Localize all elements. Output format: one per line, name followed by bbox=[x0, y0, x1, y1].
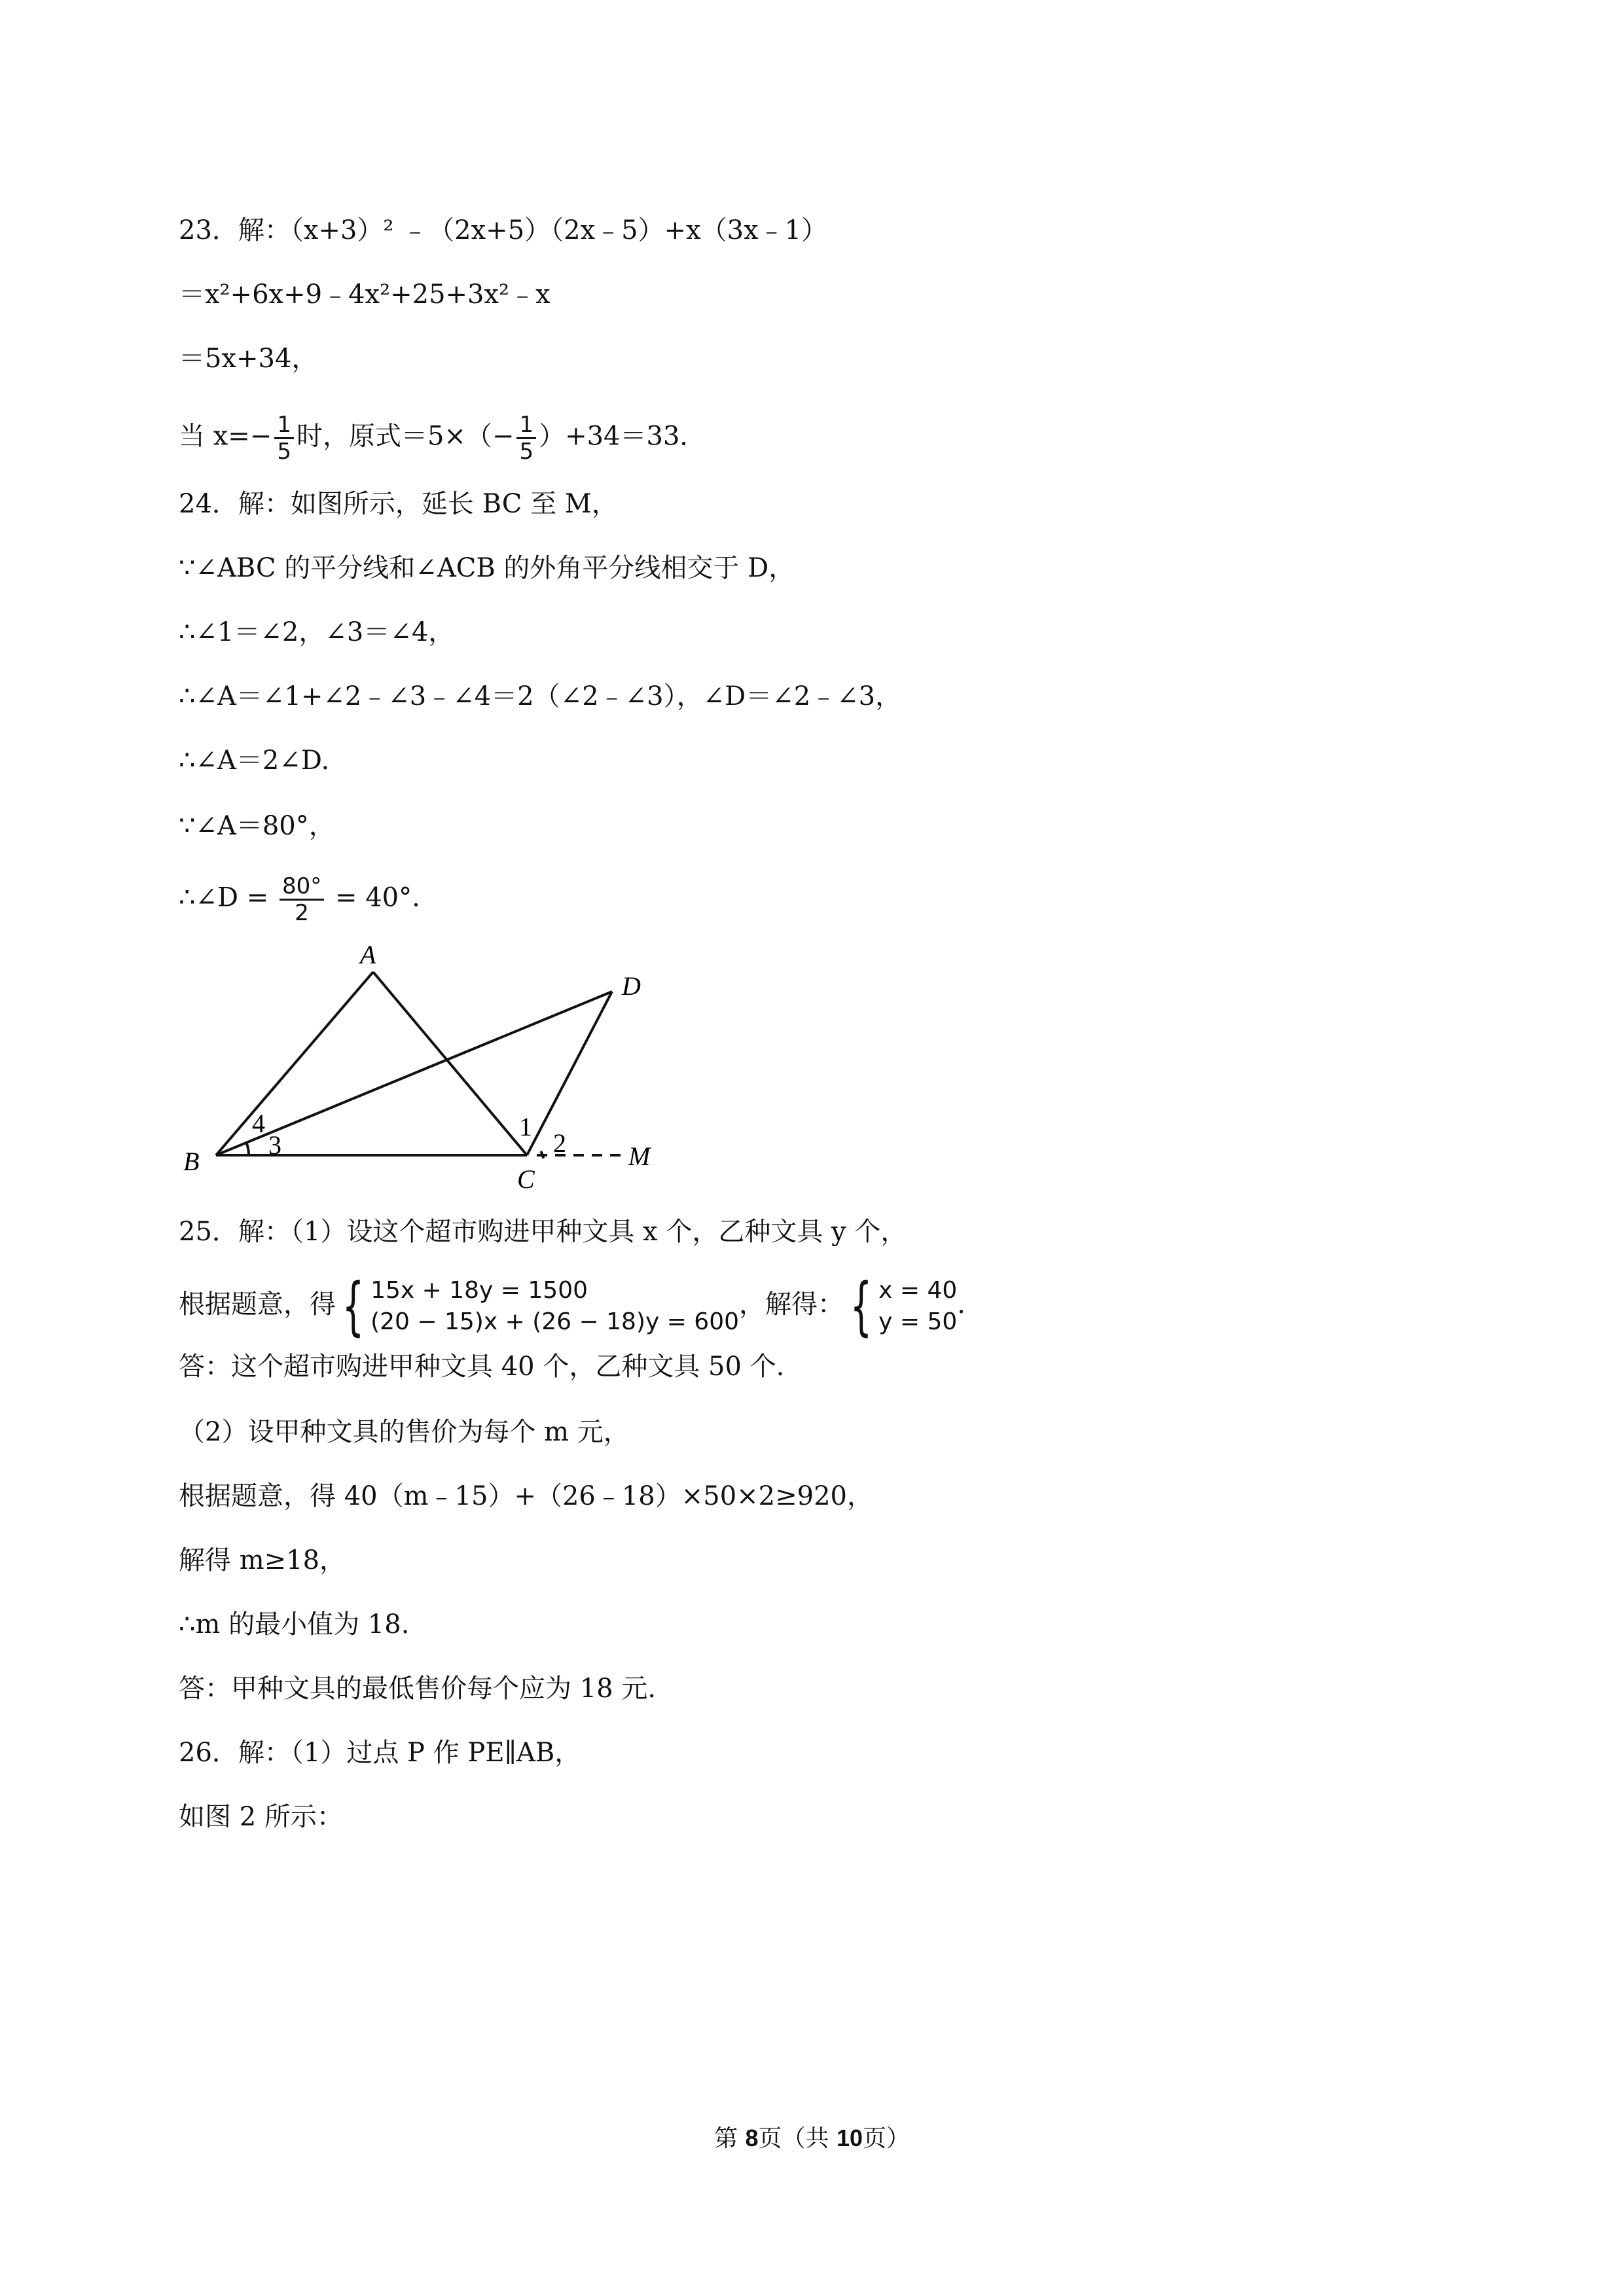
segment-cd bbox=[527, 992, 612, 1155]
page-footer bbox=[0, 2124, 1624, 2153]
fraction-numerator: 1 bbox=[516, 412, 536, 439]
q23-line-4-text-a: 当 x=− bbox=[179, 421, 272, 452]
q24-line-3: ∴∠1＝∠2，∠3＝∠4， bbox=[179, 617, 455, 647]
angle-label-4: 4 bbox=[252, 1109, 265, 1138]
q25-line-1: 25．解：（1）设这个超市购进甲种文具 x 个，乙种文具 y 个， bbox=[179, 1217, 907, 1247]
solution-2: y = 50 bbox=[878, 1308, 958, 1335]
point-label-d: D bbox=[622, 971, 641, 1001]
q23-line-4-text-c: ）+34＝33． bbox=[539, 421, 706, 452]
equation-2: (20 − 15)x + (26 − 18)y = 600 bbox=[370, 1308, 740, 1335]
fraction bbox=[516, 412, 536, 464]
q26-line-1: 26．解：（1）过点 P 作 PE∥AB， bbox=[179, 1738, 581, 1768]
q25-line-7: ∴m 的最小值为 18. bbox=[179, 1609, 410, 1640]
segment-ba bbox=[216, 972, 373, 1155]
q25-line-5: 根据题意，得 40（m﹣15）+（26﹣18）×50×2≥920， bbox=[179, 1481, 873, 1511]
triangle-figure bbox=[170, 929, 668, 1217]
fraction bbox=[280, 874, 324, 925]
footer-text-b: 页（共 bbox=[758, 2125, 837, 2152]
point-label-a: A bbox=[360, 940, 376, 969]
footer-text-a: 第 bbox=[714, 2125, 746, 2152]
point-label-c: C bbox=[517, 1164, 535, 1194]
left-brace-icon: { bbox=[342, 1270, 365, 1343]
q24-line-6: ∵∠A＝80°， bbox=[179, 811, 335, 841]
point-label-m: M bbox=[628, 1141, 651, 1171]
equation-system bbox=[370, 1275, 739, 1338]
footer-page-number: 8 bbox=[745, 2125, 759, 2151]
segment-ac bbox=[373, 972, 527, 1155]
q25-line-2-text-a: 根据题意，得 bbox=[179, 1289, 336, 1319]
q23-line-3: ＝5x+34， bbox=[179, 344, 318, 374]
q25-line-8: 答：甲种文具的最低售价每个应为 18 元. bbox=[179, 1674, 657, 1704]
left-brace-icon: { bbox=[850, 1270, 873, 1343]
angle-label-1: 1 bbox=[519, 1112, 532, 1141]
fraction bbox=[274, 412, 294, 464]
q24-line-4: ∴∠A＝∠1+∠2﹣∠3﹣∠4＝2（∠2﹣∠3），∠D＝∠2﹣∠3， bbox=[179, 681, 902, 711]
q23-line-4-text-b: 时，原式＝5×（− bbox=[296, 421, 514, 452]
point-label-b: B bbox=[183, 1147, 200, 1176]
fraction-numerator: 80° bbox=[280, 874, 324, 901]
q23-line-1: 23．解：（x+3）² ﹣（2x+5）（2x﹣5）+x（3x﹣1） bbox=[179, 215, 828, 245]
q24-line-5: ∴∠A＝2∠D. bbox=[179, 745, 330, 776]
q25-line-6: 解得 m≥18， bbox=[179, 1545, 346, 1575]
q24-line-7-text-a: ∴∠D = bbox=[179, 882, 277, 913]
q25-line-2 bbox=[179, 1268, 965, 1343]
q25-line-2-text-b: ，解得： bbox=[739, 1289, 844, 1319]
angle-arc-3 bbox=[246, 1142, 249, 1155]
solution-1: x = 40 bbox=[878, 1277, 958, 1304]
footer-text-c: 页） bbox=[862, 2125, 910, 2152]
angle-label-3: 3 bbox=[268, 1130, 281, 1160]
q23-line-4 bbox=[179, 412, 706, 464]
footer-total-pages: 10 bbox=[836, 2125, 863, 2151]
q25-line-2-text-c: . bbox=[957, 1289, 965, 1319]
q25-line-3: 答：这个超市购进甲种文具 40 个，乙种文具 50 个. bbox=[179, 1352, 785, 1382]
q25-line-4: （2）设甲种文具的售价为每个 m 元， bbox=[179, 1417, 630, 1447]
angle-label-2: 2 bbox=[553, 1128, 566, 1158]
q26-line-2: 如图 2 所示： bbox=[179, 1802, 343, 1832]
q24-line-7-text-b: = 40°. bbox=[327, 882, 420, 913]
fraction-denominator: 5 bbox=[519, 439, 534, 465]
q24-line-7 bbox=[179, 874, 420, 925]
fraction-denominator: 5 bbox=[277, 439, 291, 465]
q24-line-1: 24．解：如图所示，延长 BC 至 M， bbox=[179, 489, 618, 519]
equation-1: 15x + 18y = 1500 bbox=[370, 1277, 588, 1304]
q23-line-2: ＝x²+6x+9﹣4x²+25+3x²﹣x bbox=[179, 279, 550, 310]
fraction-denominator: 2 bbox=[295, 900, 309, 926]
q24-line-2: ∵∠ABC 的平分线和∠ACB 的外角平分线相交于 D， bbox=[179, 553, 795, 583]
solution-system bbox=[878, 1275, 957, 1338]
fraction-numerator: 1 bbox=[274, 412, 294, 439]
